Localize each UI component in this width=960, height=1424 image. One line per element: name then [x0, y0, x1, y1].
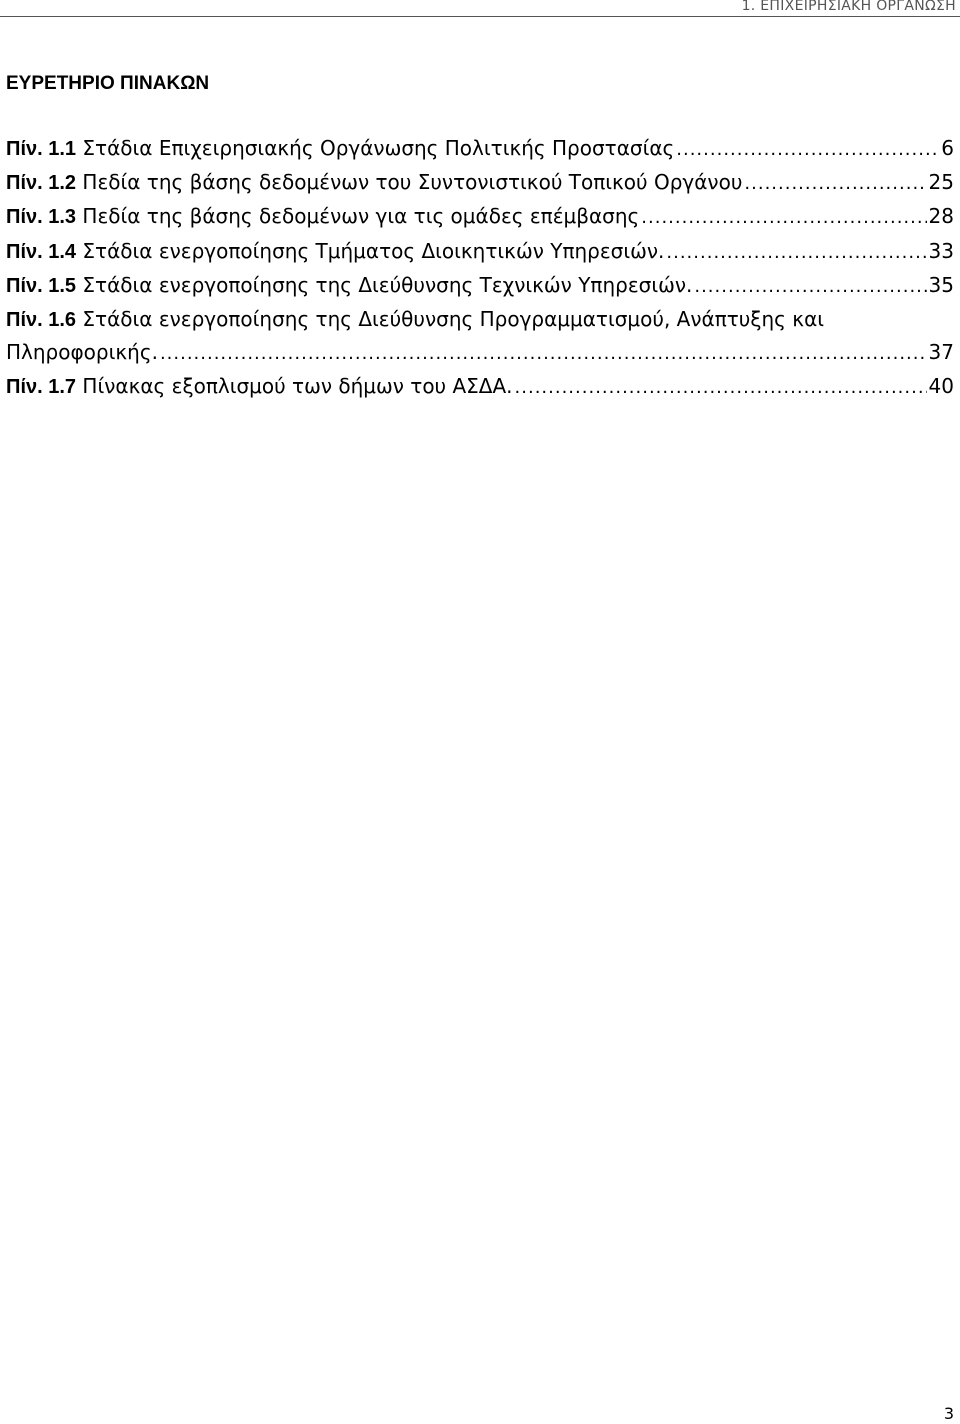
page-number: 3: [943, 1404, 954, 1423]
table-label: Πίν. 1.7: [6, 376, 77, 399]
dot-leader: [676, 134, 939, 166]
toc-entry[interactable]: [6, 166, 954, 200]
page-ref: 25: [928, 170, 954, 195]
table-title-continuation: Πληροφορικής.: [6, 340, 158, 365]
dot-leader: [744, 168, 926, 200]
page-ref: 33: [928, 238, 954, 263]
list-of-tables: [6, 132, 954, 405]
table-title: Πίνακας εξοπλισμού των δήμων του ΑΣΔΑ.: [82, 374, 513, 399]
table-title: Πεδία της βάσης δεδομένων για τις ομάδες επέμβασης: [82, 204, 640, 229]
table-label: Πίν. 1.2: [6, 172, 77, 195]
toc-entry[interactable]: [6, 303, 954, 370]
table-title: Στάδια ενεργοποίησης της Διεύθυνσης Τεχνικών Υπηρεσιών.: [82, 272, 693, 297]
toc-entry[interactable]: [6, 269, 954, 303]
table-label: Πίν. 1.6: [6, 309, 77, 332]
table-title: Στάδια ενεργοποίησης Τμήματος Διοικητικών Υπηρεσιών.: [82, 238, 665, 263]
page-ref: 28: [928, 204, 954, 229]
page-ref: 35: [928, 272, 954, 297]
table-title: Στάδια Επιχειρησιακής Οργάνωσης Πολιτικής Προστασίας: [82, 136, 675, 160]
dot-leader: [515, 372, 927, 404]
toc-entry[interactable]: [6, 370, 954, 404]
dot-leader: [666, 237, 926, 269]
dot-leader: [694, 271, 926, 303]
page-ref: 6: [941, 136, 954, 160]
list-of-tables-title: ΕΥΡΕΤΗΡΙΟ ΠΙΝΑΚΩΝ: [6, 73, 210, 94]
toc-entry[interactable]: [6, 235, 954, 269]
table-title: Πεδία της βάσης δεδομένων του Συντονιστικού Τοπικού Οργάνου: [82, 170, 743, 195]
running-header: [0, 0, 960, 17]
page-ref: 37: [928, 340, 954, 365]
table-title: Στάδια ενεργοποίησης της Διεύθυνσης Προγραμματισμού, Ανάπτυξης και: [82, 307, 825, 332]
page-ref: 40: [928, 374, 954, 399]
table-label: Πίν. 1.4: [6, 240, 77, 263]
table-label: Πίν. 1.5: [6, 274, 77, 297]
toc-entry[interactable]: [6, 132, 954, 166]
dot-leader: [160, 338, 927, 370]
table-label: Πίν. 1.1: [6, 138, 77, 160]
table-label: Πίν. 1.3: [6, 206, 77, 229]
chapter-title: 1. ΕΠΙΧΕΙΡΗΣΙΑΚΗ ΟΡΓΑΝΩΣΗ: [741, 0, 956, 14]
toc-entry[interactable]: [6, 200, 954, 234]
dot-leader: [641, 202, 926, 234]
